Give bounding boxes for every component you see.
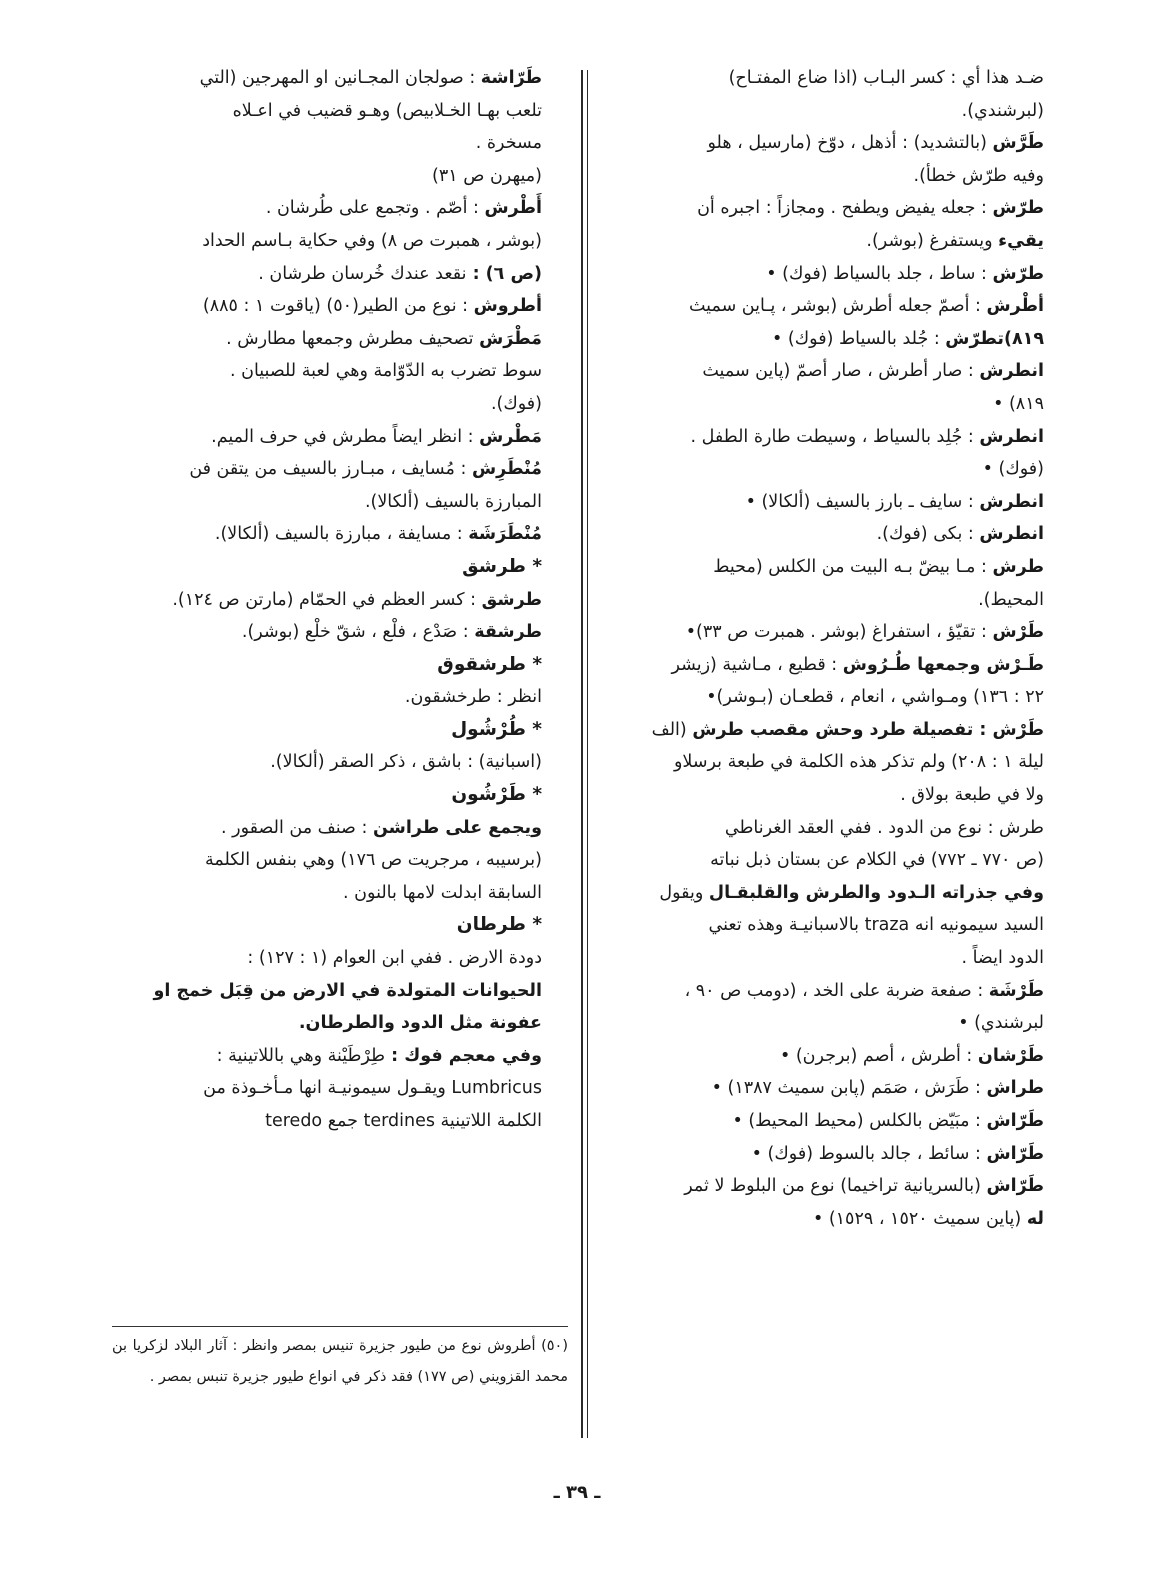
entry-line [620,714,1044,747]
definition-text: (بالسريانية تراخيما) نوع من البلوط لا ثمر [684,1176,987,1197]
definition-text: طِرْطَيْنة وهي باللاتينية : [216,1045,386,1066]
text-line: (بوشر ، همبرت ص ٨) وفي حكاية بـاسم الحداد [202,230,542,251]
definition-text: : جُلِد بالسياط ، وسيطت طارة الطفل . [690,426,980,447]
text-line: السيد سيمونيه انه traza بالاسبانيـة وهذه تعني [708,915,1044,936]
section-heading: * طُرْشُول [451,718,542,740]
headword: طرّش [992,198,1044,219]
headword: طَرْش [992,622,1044,643]
headword: أطْرش [986,296,1044,317]
footnote-rule [112,1326,568,1327]
headword: انطرش [979,524,1044,545]
text-line: ليلة ١ : ٢٠٨) ولم تذكر هذه الكلمة في طبعة برسلاو [673,752,1044,773]
definition-text: : قطيع ، مـاشية (زيشر [671,654,843,675]
text-line: المحيط). [978,589,1044,610]
section-heading: * طرشقوق [437,653,542,675]
headword: مُنْطَرَشَة [468,524,542,545]
entry-line [620,355,1044,388]
definition-text: : أطرش ، أصم (برجرن) • [779,1045,978,1066]
entry-line [620,1138,1044,1171]
definition-text: : كسر العظم في الحمّام (مارتن ص ١٢٤). [172,589,482,610]
headword: أَطْرش [484,198,542,219]
entry-line [620,225,1044,258]
headword: يقيء [998,230,1044,251]
text-line: (ميهرن ص ٣١) [432,165,542,186]
text-line: ٢٢ : ١٣٦) ومـواشي ، انعام ، قطعـان (بـوشر)• [706,687,1044,708]
definition-text: ويقول [659,882,709,903]
definition-text: : صَدْع ، فلْع ، شقّ خلْع (بوشر). [241,622,475,643]
right-column [620,62,1044,1235]
definition-text: (الف [651,719,693,740]
headword: طَرّاش [986,1143,1044,1164]
text-line: ٨١٩) • [993,393,1044,414]
definition-text: : بكى (فوك). [876,524,980,545]
quoted-text-line: عفونة مثل الدود والطرطان. [298,1013,542,1034]
entry-line [112,290,542,323]
text-line: سوط تضرب به الدّوّامة وهي لعبة للصبيان . [229,361,542,382]
headword: مَطْرش [479,426,542,447]
entry-line [620,258,1044,291]
text-line: انظر : طرخشقون. [404,687,542,708]
headword: طَرْشان [977,1045,1044,1066]
headword: مَطْرَش [479,328,542,349]
text-line: (فوك) • [982,459,1044,480]
text-line: طرش : نوع من الدود . ففي العقد الغرناطي [724,817,1044,838]
headword: طرشقة [474,622,542,643]
entry-line [620,1040,1044,1073]
entry-line [620,551,1044,584]
text-line: Lumbricus ويقـول سيمونيـة انها مـأخـوذة من [203,1078,542,1099]
entry-line [112,453,542,486]
definition-text: : سائط ، جالد بالسوط (فوك) • [751,1143,987,1164]
headword: طَرّاش [986,1111,1044,1131]
headword: انطرش [979,491,1044,512]
column-divider [581,70,583,1438]
definition-text: : جُلد بالسياط (فوك) • [772,328,946,349]
definition-text: (پاين سميث ١٥٢٠ ، ١٥٢٩) • [812,1208,1027,1229]
entry-line [620,486,1044,519]
definition-text: : صنف من الصقور . [221,817,373,838]
headword: طَرْش : تفصيلة طرد وحش مقصب طرش [692,719,1044,740]
entry-line [620,1072,1044,1105]
entry-line [620,323,1044,356]
headword: طَرَّش [992,133,1044,154]
entry-line [112,518,542,551]
entry-line [112,1040,542,1073]
entry-line [112,421,542,454]
entry-line [620,290,1044,323]
text-line: (لبرشندي). [961,100,1044,121]
text-line: (فوك). [490,393,542,414]
text-line: الكلمة اللاتينية terdines جمع teredo [265,1111,542,1131]
page-number: ـ ٣٩ ـ [553,1482,601,1503]
column-divider-thin [587,70,588,1438]
entry-line [112,323,542,356]
definition-text: : نوع من الطير(٥٠) (ياقوت ١ : ٨٨٥) [202,296,474,317]
definition-text: : سايف ـ بارز بالسيف (ألكالا) • [745,491,980,512]
left-column [112,62,542,1138]
headword: طَـرْش وجمعها طُـرُوش [842,654,1044,675]
entry-line [620,649,1044,682]
definition-text: : جعله يفيض ويطفح . ومجازاً : اجبره أن [697,198,993,219]
entry-line [112,812,542,845]
entry-line [620,192,1044,225]
definition-text: (بالتشديد) : أذهل ، دوّخ (مارسيل ، هلو [707,133,993,154]
entry-line [112,192,542,225]
definition-text: : تقيّؤ ، استفراغ (بوشر . همبرت ص ٣٣)• [685,622,993,643]
headword: طرّش [992,263,1044,284]
headword: (ص ٦) : [466,263,542,284]
definition-text: : ساط ، جلد بالسياط (فوك) • [766,263,993,284]
text-line: (برسيبه ، مرجريت ص ١٧٦) وهي بنفس الكلمة [204,850,542,871]
text-line: ضـد هذا أي : كسر البـاب (اذا ضاع المفتـاح) [728,68,1044,88]
headword: مُنْطَرِش [471,459,542,480]
definition-text: : مُسايف ، مبـارز بالسيف من يتقن فن [189,459,472,480]
text-line: (اسبانية) : باشق ، ذكر الصقر (ألكالا). [270,752,542,773]
definition-text: : مـا بيضّ بـه البيت من الكلس (محيط [713,556,993,577]
headword: طرش [992,556,1044,577]
text-line: دودة الارض . ففي ابن العوام (١ : ١٢٧) : [247,948,542,969]
definition-text: ويستفرغ (بوشر). [866,230,999,251]
definition-text: : مسايفة ، مبارزة بالسيف (ألكالا). [214,524,469,545]
text-line: (ص ٧٧٠ ـ ٧٧٢) في الكلام عن بستان ذبل نباته [710,850,1044,871]
definition-text: : صار أطرش ، صار أصمّ (پاين سميث [702,361,980,382]
headword: أطروش [473,296,542,317]
text-line: السابقة ابدلت لامها بالنون . [343,882,542,903]
entry-line [620,1203,1044,1236]
text-line: وفيه طرّش خطأ). [913,165,1044,186]
text-line: لبرشندي) • [958,1013,1044,1034]
definition-text: : أصمّ جعله أطرش (بوشر ، پـاين سميث [688,296,987,317]
definition-text: : أصّم . وتجمع على طُرشان . [265,198,485,219]
headword: ٨١٩)تطرّش [945,328,1044,349]
headword: له [1026,1208,1044,1229]
definition-text: : صفعة ضربة على الخد ، (دومب ص ٩٠ ، [684,980,989,1001]
entry-line [620,877,1044,910]
entry-line [112,584,542,617]
entry-line [620,1170,1044,1203]
section-heading: * طَرْشُون [451,784,542,806]
entry-line [620,616,1044,649]
text-line: تلعب بهـا الخـلابيص) وهـو قضيب في اعـلاه [232,100,542,121]
entry-line [620,1105,1044,1138]
entry-line [620,518,1044,551]
headword: طرشق [481,589,542,610]
text-line: الدود ايضاً . [961,948,1044,969]
definition-text: : طَرَش ، صَمَم (پابن سميث ١٣٨٧) • [711,1078,987,1099]
headword: طراش [986,1078,1044,1099]
headword: طَرّاشة [480,68,542,88]
text-line: ولا في طبعة بولاق . [900,785,1044,806]
headword: ويجمع على طراشن [372,817,542,838]
entry-line [620,421,1044,454]
section-heading: * طرشق [462,555,542,577]
entry-line [112,258,542,291]
headword: طَرّاش [986,1176,1044,1197]
entry-line [620,975,1044,1008]
entry-line [112,616,542,649]
text-line: المبارزة بالسيف (ألكالا). [364,491,542,512]
headword: انطرش [979,426,1044,447]
text-line: مسخرة . [475,133,542,154]
headword: وفي جذراته الـدود والطرش والقلبقـال [708,882,1044,903]
entry-line [620,127,1044,160]
definition-text: : انظر ايضاً مطرش في حرف الميم. [211,426,480,447]
section-heading: * طرطان [456,914,542,936]
footnote: (٥٠) أطروش نوع من طيور جزيرة تنيس بمصر وانظر : آثار البلاد لزكريا بن محمد القزويني (ص ١٧٧) فقد ذكر في انواع طيور جزيرة تنبس بمصر . [112,1338,568,1385]
definition-text: تصحيف مطرش وجمعها مطارش . [226,328,480,349]
headword: انطرش [979,361,1044,382]
entry-line [112,62,542,95]
definition-text: نقعد عندك خُرسان طرشان . [258,263,467,284]
headword: وفي معجم فوك : [385,1045,542,1066]
headword: طَرْشَة [988,980,1044,1001]
definition-text: : صولجان المجـانين او المهرجين (التي [199,68,481,88]
quoted-text-line: الحيوانات المتولدة في الارض من قِبَل خمج او [153,980,542,1001]
definition-text: : مبَيّض بالكلس (محيط المحيط) • [732,1111,987,1131]
